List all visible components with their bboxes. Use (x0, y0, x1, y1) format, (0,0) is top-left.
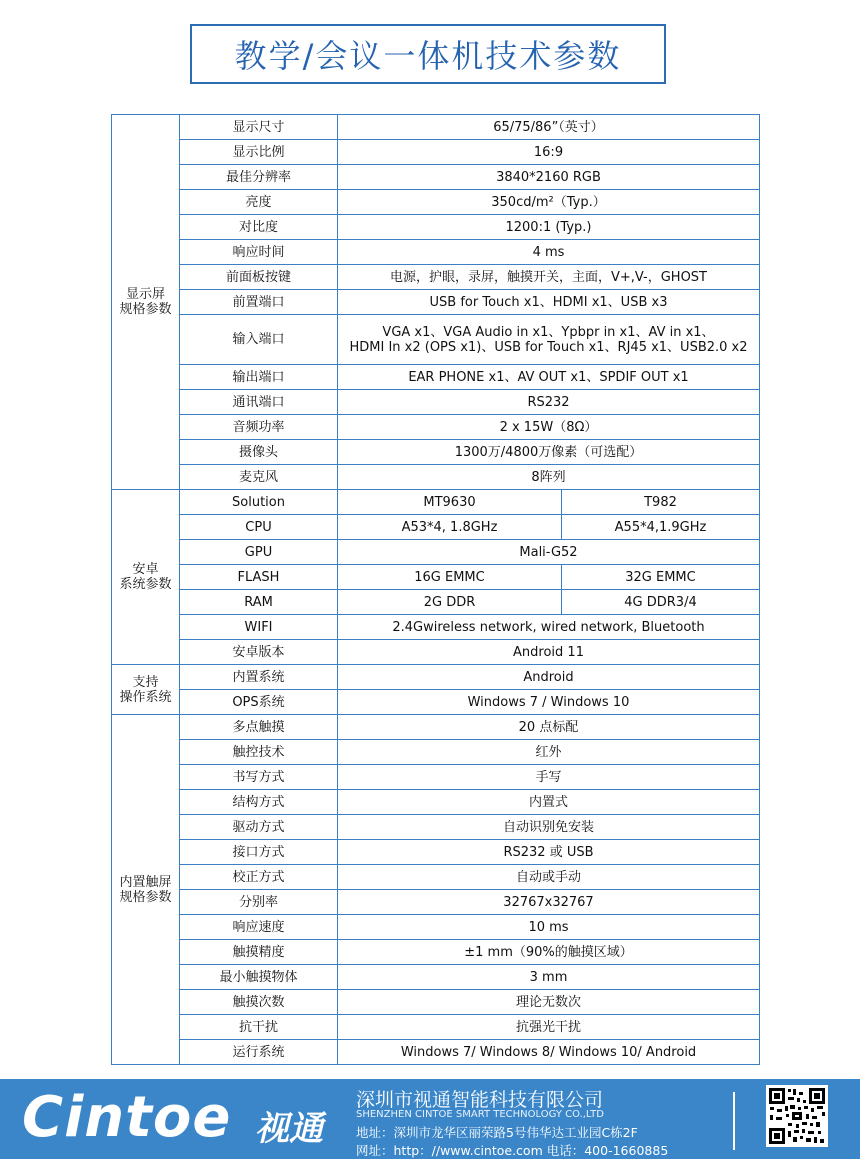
row-label: 摄像头 (180, 440, 338, 465)
row-label: 前面板按键 (180, 265, 338, 290)
row-value: 32767x32767 (338, 890, 760, 915)
row-label: 通讯端口 (180, 390, 338, 415)
row-value: 16:9 (338, 140, 760, 165)
row-value: 电源，护眼，录屏，触摸开关，主面，V+,V-，GHOST (338, 265, 760, 290)
row-value: RS232 (338, 390, 760, 415)
row-label: 接口方式 (180, 840, 338, 865)
row-label: 分别率 (180, 890, 338, 915)
row-label: 内置系统 (180, 665, 338, 690)
brand-logo: Cintoe (22, 1085, 232, 1150)
row-value: 抗强光干扰 (338, 1015, 760, 1040)
row-value: USB for Touch x1、HDMI x1、USB x3 (338, 290, 760, 315)
row-label: 响应速度 (180, 915, 338, 940)
qr-code-icon (766, 1085, 828, 1147)
row-label: 显示尺寸 (180, 115, 338, 140)
row-value: 自动或手动 (338, 865, 760, 890)
row-label: 显示比例 (180, 140, 338, 165)
row-value-a: 2G DDR (338, 590, 562, 615)
row-value: EAR PHONE x1、AV OUT x1、SPDIF OUT x1 (338, 365, 760, 390)
row-value: 3 mm (338, 965, 760, 990)
row-label: 前置端口 (180, 290, 338, 315)
row-label: 音频功率 (180, 415, 338, 440)
row-value: 1300万/4800万像素（可选配） (338, 440, 760, 465)
row-value-b: 32G EMMC (562, 565, 760, 590)
row-label: 多点触摸 (180, 715, 338, 740)
row-value: 2.4Gwireless network, wired network, Bluetooth (338, 615, 760, 640)
row-value: 理论无数次 (338, 990, 760, 1015)
row-value-a: MT9630 (338, 490, 562, 515)
row-value-b: 4G DDR3/4 (562, 590, 760, 615)
footer (0, 1079, 860, 1159)
row-value: Windows 7/ Windows 8/ Windows 10/ Android (338, 1040, 760, 1065)
row-value-a: 16G EMMC (338, 565, 562, 590)
row-label: 校正方式 (180, 865, 338, 890)
row-value: 内置式 (338, 790, 760, 815)
row-label: 对比度 (180, 215, 338, 240)
row-label: 触控技术 (180, 740, 338, 765)
row-label: 结构方式 (180, 790, 338, 815)
row-value: 3840*2160 RGB (338, 165, 760, 190)
row-value: 红外 (338, 740, 760, 765)
row-value: 8阵列 (338, 465, 760, 490)
footer-divider (733, 1092, 735, 1150)
row-label: 最佳分辨率 (180, 165, 338, 190)
row-value: VGA x1、VGA Audio in x1、Ypbpr in x1、AV in x1、 HDMI In x2 (OPS x1)、USB for Touch x1、RJ45 x1、USB2.0 x2 (338, 315, 760, 365)
row-value: 手写 (338, 765, 760, 790)
row-value-a: A53*4, 1.8GHz (338, 515, 562, 540)
row-label: 触摸精度 (180, 940, 338, 965)
title-box (190, 24, 666, 84)
row-label: FLASH (180, 565, 338, 590)
row-value: ±1 mm（90%的触摸区域） (338, 940, 760, 965)
section-display: 显示屏 规格参数 (112, 115, 180, 490)
row-value: 1200:1 (Typ.) (338, 215, 760, 240)
section-android: 安卓 系统参数 (112, 490, 180, 665)
row-label: 亮度 (180, 190, 338, 215)
row-value: 350cd/m²（Typ.） (338, 190, 760, 215)
row-value: 65/75/86”（英寸） (338, 115, 760, 140)
row-value: Mali-G52 (338, 540, 760, 565)
company-name-cn: 深圳市视通智能科技有限公司 (356, 1089, 604, 1111)
row-value: 2 x 15W（8Ω） (338, 415, 760, 440)
row-value: Android (338, 665, 760, 690)
row-label: 输出端口 (180, 365, 338, 390)
row-label: 麦克风 (180, 465, 338, 490)
spec-table (111, 114, 760, 1065)
row-label: 响应时间 (180, 240, 338, 265)
row-label: 触摸次数 (180, 990, 338, 1015)
row-label: CPU (180, 515, 338, 540)
row-label: 输入端口 (180, 315, 338, 365)
row-label: GPU (180, 540, 338, 565)
row-label: WIFI (180, 615, 338, 640)
section-touch: 内置触屏 规格参数 (112, 715, 180, 1065)
row-value: Windows 7 / Windows 10 (338, 690, 760, 715)
row-value: 4 ms (338, 240, 760, 265)
row-value-b: A55*4,1.9GHz (562, 515, 760, 540)
row-label: RAM (180, 590, 338, 615)
row-value: 自动识别免安装 (338, 815, 760, 840)
row-label: 书写方式 (180, 765, 338, 790)
row-label: 驱动方式 (180, 815, 338, 840)
row-value: 10 ms (338, 915, 760, 940)
row-value-b: T982 (562, 490, 760, 515)
company-address: 地址：深圳市龙华区丽荣路5号伟华达工业园C栋2F (356, 1125, 638, 1140)
row-label: 抗干扰 (180, 1015, 338, 1040)
row-value: 20 点标配 (338, 715, 760, 740)
section-os: 支持 操作系统 (112, 665, 180, 715)
row-value: RS232 或 USB (338, 840, 760, 865)
row-label: 安卓版本 (180, 640, 338, 665)
row-label: Solution (180, 490, 338, 515)
page-title: 教学/会议一体机技术参数 (234, 37, 622, 75)
row-label: 运行系统 (180, 1040, 338, 1065)
row-label: 最小触摸物体 (180, 965, 338, 990)
row-value: Android 11 (338, 640, 760, 665)
company-contact: 网址：http：//www.cintoe.com 电话：400-1660885 (356, 1143, 669, 1158)
brand-logo-cn: 视通 (255, 1109, 323, 1149)
row-label: OPS系统 (180, 690, 338, 715)
company-name-en: SHENZHEN CINTOE SMART TECHNOLOGY CO.,LTD (356, 1109, 604, 1120)
